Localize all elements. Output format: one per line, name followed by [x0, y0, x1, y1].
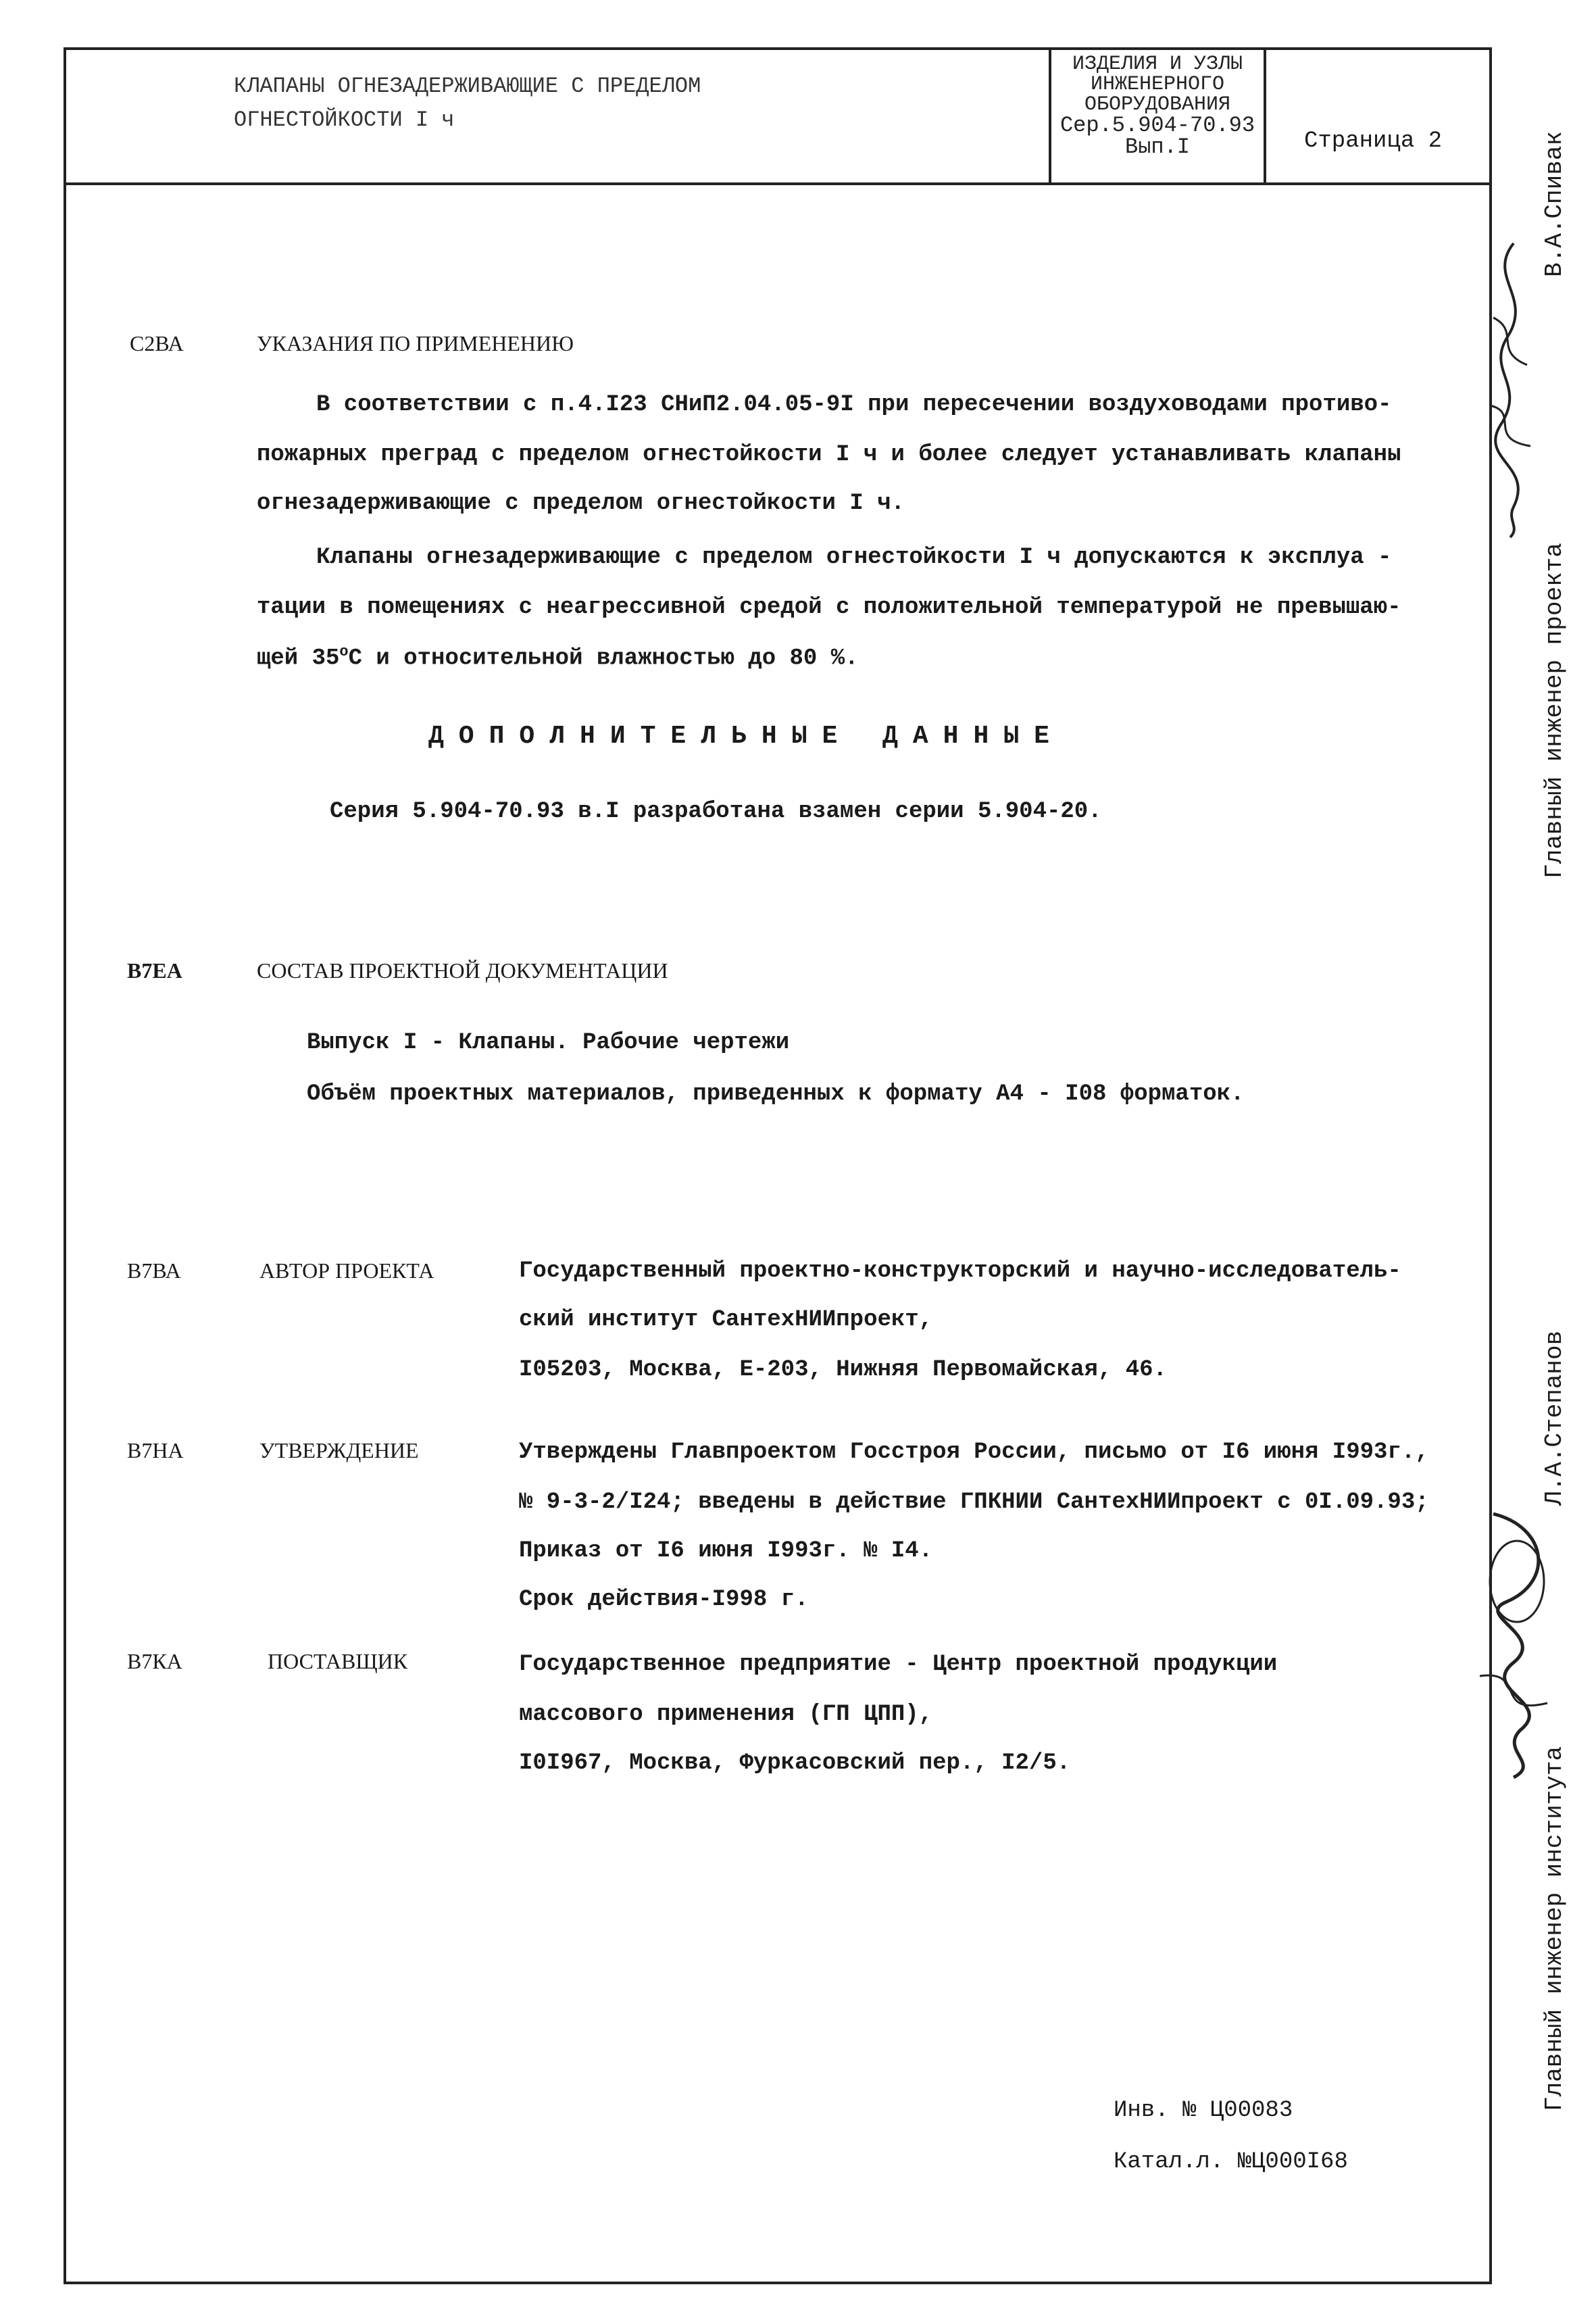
degree-sup: о — [339, 643, 349, 660]
usage-p2-line1: Клапаны огнезадерживающие с пределом огнестойкости I ч допускаются к эксплуа - — [316, 545, 1392, 570]
additional-data-title: ДОПОЛНИТЕЛЬНЫЕ ДАННЫЕ — [428, 722, 1064, 751]
approval-line3: Приказ от I6 июня I993г. № I4. — [519, 1538, 933, 1564]
documentation-line1: Выпуск I - Клапаны. Рабочие чертежи — [307, 1030, 790, 1056]
header-col-divider-2 — [1264, 47, 1266, 182]
margin-bottom-caption: Главный инженер института — [1541, 1746, 1568, 2111]
section-code-b7ea: В7ЕА — [127, 958, 182, 983]
documentation-line2: Объём проектных материалов, приведенных к формату А4 - I08 форматок. — [307, 1081, 1245, 1107]
signature-chief-institute-engineer — [1466, 1500, 1568, 1784]
section-title-usage: УКАЗАНИЯ ПО ПРИМЕНЕНИЮ — [257, 331, 574, 355]
author-line3: I05203, Москва, Е-203, Нижняя Первомайская, 46. — [519, 1357, 1167, 1383]
series-line4: Сер.5.904-70.93 — [1059, 113, 1255, 138]
catalog-number: Катал.л. №Ц000I68 — [1114, 2149, 1348, 2175]
signature-chief-project-engineer — [1473, 237, 1554, 541]
usage-p2-line2: тации в помещениях с неагрессивной средой с положительной температурой не превышаю- — [257, 595, 1401, 620]
usage-p2-line3-b: С и относительной влажностью до 80 %. — [348, 645, 859, 672]
page-frame — [64, 47, 1492, 2284]
usage-p1-line3: огнезадерживающие с пределом огнестойкости I ч. — [257, 491, 905, 516]
page-number-label: Страница 2 — [1304, 128, 1443, 154]
header-series-block — [1059, 54, 1255, 158]
section-title-documentation: СОСТАВ ПРОЕКТНОЙ ДОКУМЕНТАЦИИ — [257, 958, 668, 983]
section-code-b7ka: В7КА — [127, 1649, 182, 1673]
approval-label: УТВЕРЖДЕНИЕ — [259, 1438, 419, 1462]
inventory-number: Инв. № Ц00083 — [1114, 2098, 1293, 2123]
margin-bottom-name: Л.А.Степанов — [1541, 1330, 1568, 1506]
supplier-label: ПОСТАВЩИК — [268, 1649, 408, 1673]
section-code-c2ba: С2ВА — [130, 331, 184, 355]
usage-p2-line3 — [257, 643, 859, 671]
margin-top-caption: Главный инженер проекта — [1541, 543, 1568, 879]
author-line2: ский институт СантехНИИпроект, — [519, 1307, 933, 1333]
approval-line4: Срок действия-I998 г. — [519, 1587, 809, 1613]
supplier-line1: Государственное предприятие - Центр проектной продукции — [519, 1652, 1278, 1677]
section-code-b7ba: В7ВА — [127, 1258, 181, 1283]
author-label: АВТОР ПРОЕКТА — [259, 1258, 434, 1283]
series-line1: ИЗДЕЛИЯ И УЗЛЫ — [1072, 53, 1243, 76]
series-line3: ОБОРУДОВАНИЯ — [1084, 93, 1231, 116]
usage-p1-line1: В соответствии с п.4.I23 СНиП2.04.05-9I при пересечении воздуховодами противо- — [316, 392, 1392, 418]
usage-p1-line2: пожарных преград с пределом огнестойкости I ч и более следует устанавливать клапаны — [257, 442, 1401, 468]
section-code-b7ha: В7НА — [127, 1438, 184, 1462]
author-line1: Государственный проектно-конструкторский и научно-исследователь- — [519, 1258, 1401, 1284]
header-divider — [64, 182, 1492, 185]
margin-top-name: В.А.Спивак — [1541, 130, 1568, 277]
approval-line2: № 9-3-2/I24; введены в действие ГПКНИИ СантехНИИпроект с 0I.09.93; — [519, 1490, 1429, 1515]
series-line2: ИНЖЕНЕРНОГО — [1090, 73, 1225, 96]
approval-line1: Утверждены Главпроектом Госстроя России, письмо от I6 июня I993г., — [519, 1439, 1429, 1465]
supplier-line2: массового применения (ГП ЦПП), — [519, 1702, 933, 1727]
header-title-line2: ОГНЕСТОЙКОСТИ I ч — [234, 107, 455, 132]
header-title-line1: КЛАПАНЫ ОГНЕЗАДЕРЖИВАЮЩИЕ С ПРЕДЕЛОМ — [234, 74, 701, 99]
supplier-line3: I0I967, Москва, Фуркасовский пер., I2/5. — [519, 1750, 1071, 1776]
series-line5: Вып.I — [1124, 134, 1190, 159]
additional-data-text: Серия 5.904-70.93 в.I разработана взамен серии 5.904-20. — [330, 799, 1102, 824]
usage-p2-line3-a: щей 35 — [257, 645, 340, 672]
header-col-divider-1 — [1049, 47, 1051, 182]
